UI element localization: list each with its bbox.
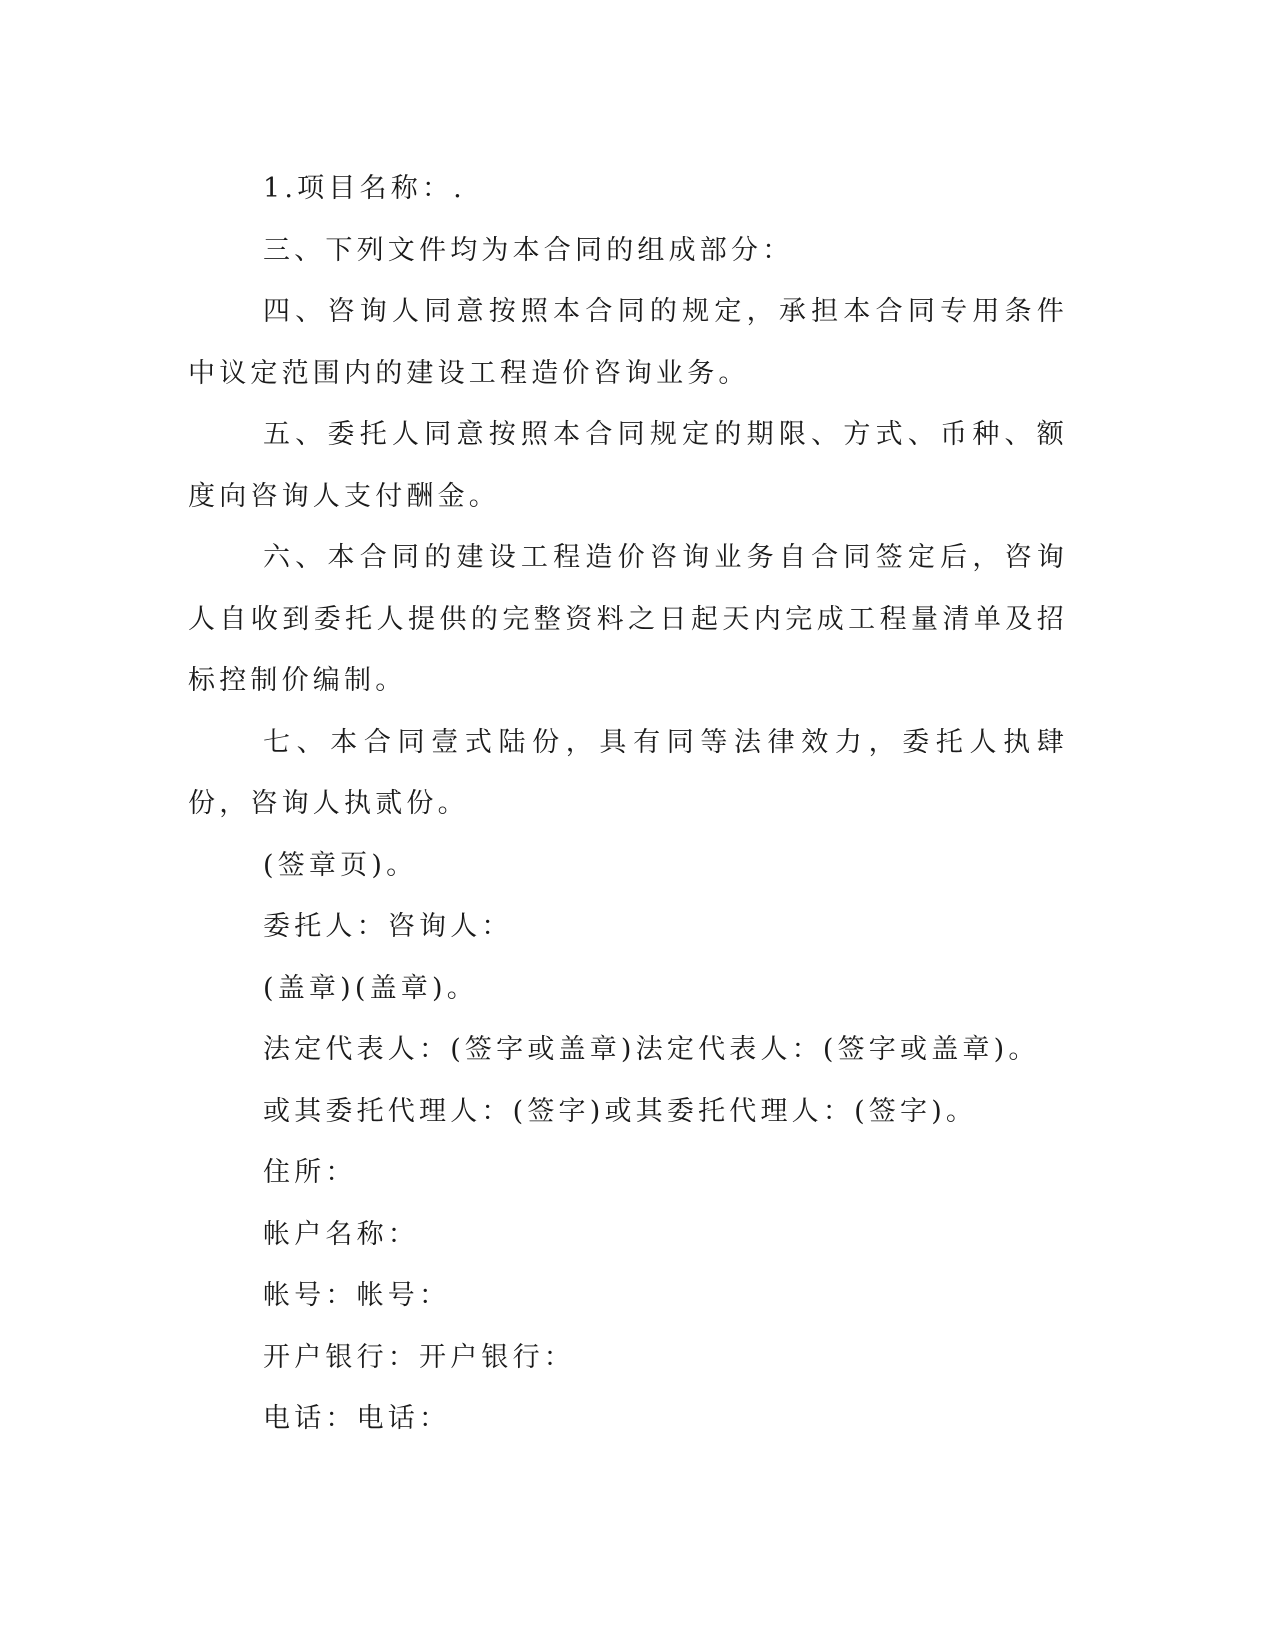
paragraph-clause-6: 六、本合同的建设工程造价咨询业务自合同签定后，咨询人自收到委托人提供的完整资料之日起天内完成工程量清单及招标控制价编制。 [188, 542, 1068, 696]
paragraph-clause-3: 三、下列文件均为本合同的组成部分： [263, 234, 794, 266]
account-name-line: 帐户名称： [263, 1218, 419, 1250]
paragraph-clause-4: 四、咨询人同意按照本合同的规定，承担本合同专用条件中议定范围内的建设工程造价咨询业务。 [188, 296, 1068, 389]
legal-representative-line: 法定代表人：(签字或盖章)法定代表人：(签字或盖章)。 [263, 1034, 1040, 1065]
address-line: 住所： [263, 1157, 357, 1188]
bank-line: 开户银行：开户银行： [263, 1341, 575, 1373]
paragraph-project-name: 1.项目名称：. [263, 173, 466, 204]
phone-line: 电话：电话： [263, 1403, 451, 1434]
paragraph-clause-7: 七、本合同壹式陆份，具有同等法律效力，委托人执肆份，咨询人执贰份。 [188, 726, 1068, 819]
authorized-agent-line: 或其委托代理人：(签字)或其委托代理人：(签字)。 [263, 1095, 978, 1127]
contract-body [188, 158, 1068, 1450]
signature-page-heading: (签章页)。 [263, 849, 418, 881]
seal-line: (盖章)(盖章)。 [263, 972, 478, 1004]
parties-line: 委托人：咨询人： [263, 911, 513, 942]
account-number-line: 帐号：帐号： [263, 1280, 451, 1311]
paragraph-clause-5: 五、委托人同意按照本合同规定的期限、方式、币种、额度向咨询人支付酬金。 [188, 419, 1068, 512]
